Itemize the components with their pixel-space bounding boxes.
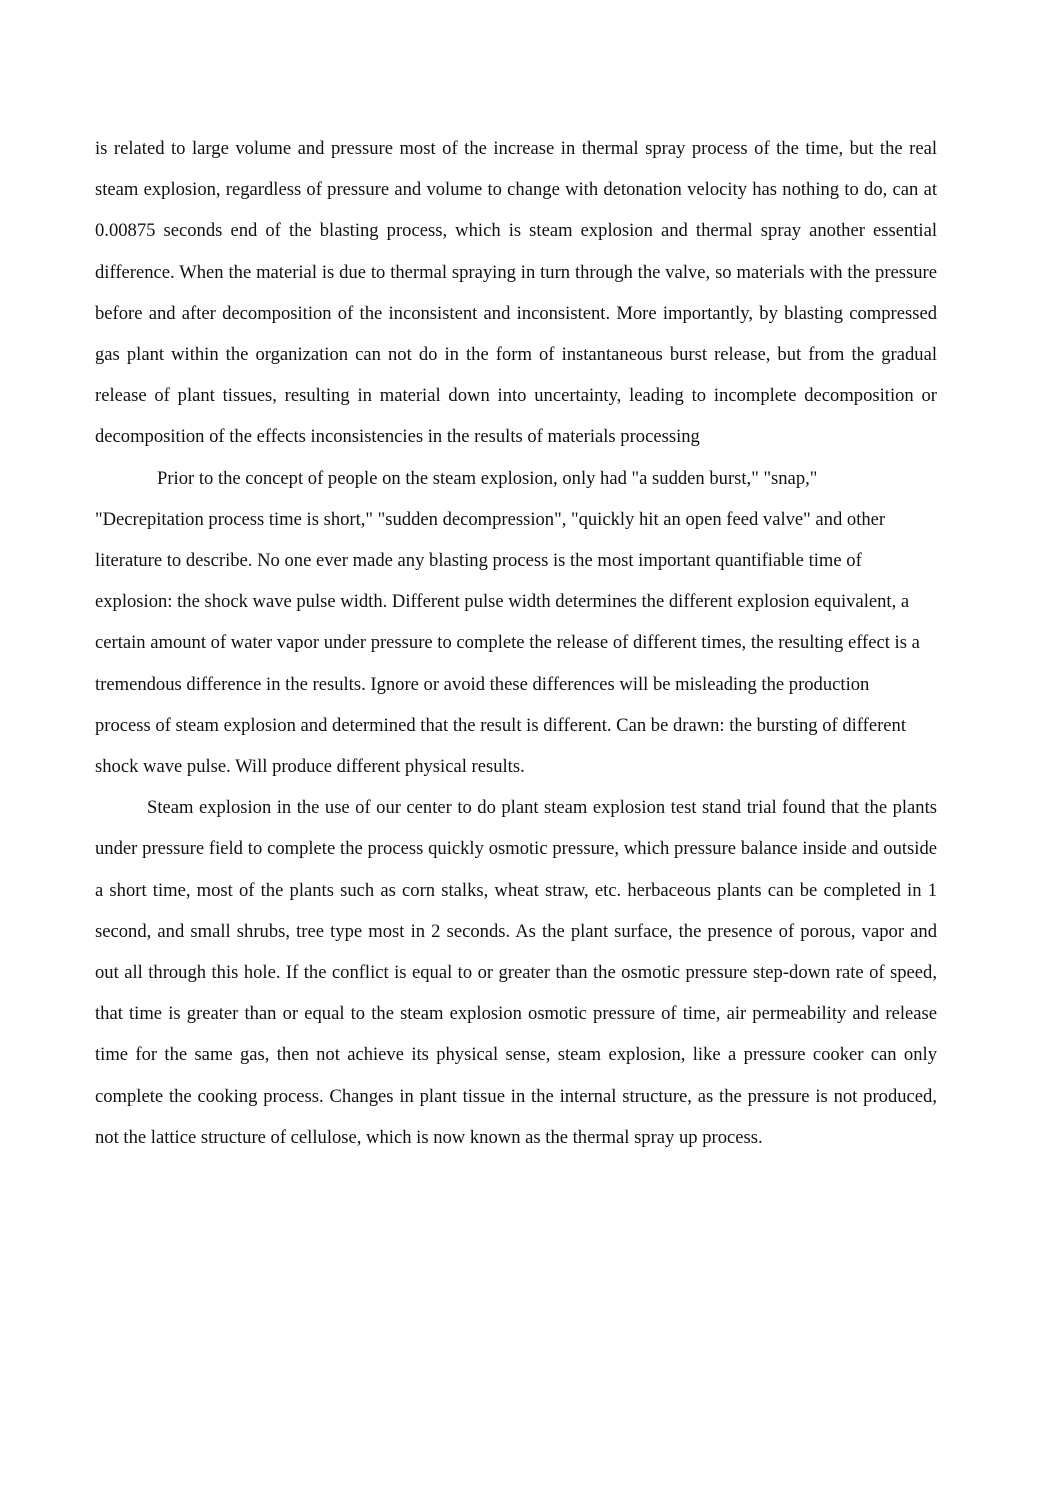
body-text xyxy=(95,128,937,1158)
paragraph-1: is related to large volume and pressure most of the increase in thermal spray process of the time, but the real steam explosion, regardless of pressure and volume to change with detonation velocity has nothing to do, can at 0.00875 seconds end of the blasting process, which is steam explosion and thermal spray another essential difference. When the material is due to thermal spraying in turn through the valve, so materials with the pressure before and after decomposition of the inconsistent and inconsistent. More importantly, by blasting compressed gas plant within the organization can not do in the form of instantaneous burst release, but from the gradual release of plant tissues, resulting in material down into uncertainty, leading to incomplete decomposition or decomposition of the effects inconsistencies in the results of materials processing xyxy=(95,138,937,448)
paragraph-2: Prior to the concept of people on the steam explosion, only had "a sudden burst," "snap," "Decrepitation process time is short," "sudden decompression", "quickly hit an open feed valve" and other literature to describe. No one ever made any blasting process is the most important quantifiable time of explosion: the shock wave pulse width. Different pulse width determines the different explosion equivalent, a certain amount of water vapor under pressure to complete the release of different times, the resulting effect is a tremendous difference in the results. Ignore or avoid these differences will be misleading the production process of steam explosion and determined that the result is different. Can be drawn: the bursting of different shock wave pulse. Will produce different physical results. xyxy=(95,467,920,778)
paragraph-3: Steam explosion in the use of our center to do plant steam explosion test stand trial found that the plants under pressure field to complete the process quickly osmotic pressure, which pressure balance inside and outside a short time, most of the plants such as corn stalks, wheat straw, etc. herbaceous plants can be completed in 1 second, and small shrubs, tree type most in 2 seconds. As the plant surface, the presence of porous, vapor and out all through this hole. If the conflict is equal to or greater than the osmotic pressure step-down rate of speed, that time is greater than or equal to the steam explosion osmotic pressure of time, air permeability and release time for the same gas, then not achieve its physical sense, steam explosion, like a pressure cooker can only complete the cooking process. Changes in plant tissue in the internal structure, as the pressure is not produced, not the lattice structure of cellulose, which is now known as the thermal spray up process. xyxy=(95,797,937,1148)
